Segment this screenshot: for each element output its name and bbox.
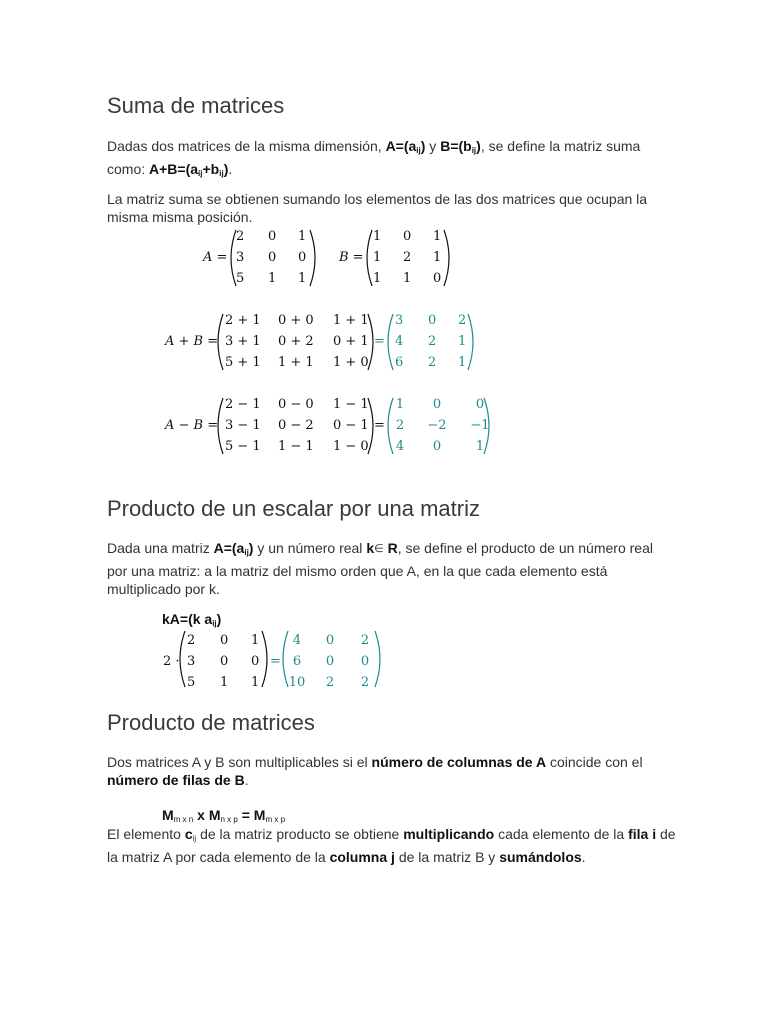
matrix-cell: 4	[395, 439, 405, 454]
matrix-cell: 0	[268, 250, 277, 265]
matrix-cell: −1	[470, 418, 490, 433]
matrix-cell: 4	[395, 334, 404, 349]
paren-right	[368, 398, 373, 454]
text-bold: fila i	[628, 826, 657, 842]
matrix-cell: 1	[268, 271, 277, 286]
matrix-cell: 6	[395, 355, 404, 370]
matrix-cell: 1 + 0	[333, 355, 369, 370]
text-bold: +b	[202, 161, 220, 177]
text: Dada una matriz	[107, 540, 214, 556]
matrix-cell: 2	[403, 250, 412, 265]
matrix-cell: 3	[236, 250, 245, 265]
matrix-cell: 1	[251, 675, 260, 690]
paren-left	[388, 314, 393, 370]
text-bold: )	[248, 540, 254, 556]
paren-right	[375, 631, 380, 687]
matrix-cell: 2	[325, 675, 335, 690]
paren-left	[367, 230, 372, 286]
matrix-b-label: B =	[339, 250, 364, 265]
equals-sign: =	[374, 334, 385, 349]
text-bold: c	[184, 826, 193, 842]
matrix-cell: 1	[298, 229, 307, 244]
paragraph-suma-definicion	[107, 137, 667, 183]
text: Dadas dos matrices de la misma dimensión,	[107, 138, 386, 154]
text-bold: )	[476, 138, 481, 154]
matrix-cell: 1	[251, 633, 260, 648]
matrix-cell: 0	[432, 439, 442, 454]
matrix-sum-terms	[225, 313, 369, 370]
matrix-cell: 1	[298, 271, 307, 286]
text-bold: número de filas de B	[107, 772, 245, 788]
matrix-a	[236, 229, 306, 286]
matrix-cell: 4	[292, 633, 302, 648]
matrix-cell: 0	[298, 250, 307, 265]
paren-right	[368, 314, 373, 370]
matrix-cell: 2	[395, 418, 405, 433]
text-bold: A=(a	[385, 138, 417, 154]
matrix-cell: 2	[458, 313, 467, 328]
subscript: ij	[471, 146, 477, 155]
matrix-scalar-input	[187, 633, 259, 690]
subscript: ij	[219, 169, 224, 178]
scalar-label: 2 ·	[163, 654, 180, 669]
text: .	[244, 772, 249, 788]
matrix-cell: 2	[360, 633, 370, 648]
matrix-cell: 0 − 2	[278, 418, 314, 433]
text: de la matriz B y	[394, 849, 500, 865]
text: y	[425, 138, 441, 154]
subscript: ij	[192, 834, 197, 843]
scalar-figure	[0, 626, 768, 696]
matrix-cell: 5	[236, 271, 245, 286]
section-title-producto: Producto de matrices	[107, 710, 315, 735]
subscript: m x n	[173, 815, 194, 824]
text-bold: M	[208, 807, 221, 823]
paren-right	[310, 230, 315, 286]
text: Dos matrices A y B son multiplicables si el	[107, 754, 372, 770]
text: y un número real	[253, 540, 367, 556]
matrix-cell: 0	[433, 271, 442, 286]
subscript: m x p	[265, 815, 286, 824]
text: El elemento	[107, 826, 185, 842]
text-bold: sumándolos	[499, 849, 582, 865]
matrix-cell: 6	[292, 654, 302, 669]
matrix-diff-terms	[225, 397, 369, 454]
matrix-cell: 3	[187, 654, 196, 669]
matrix-cell: 1	[373, 250, 382, 265]
text: coincide con el	[546, 754, 643, 770]
matrix-cell: 1	[475, 439, 485, 454]
paragraph-producto-elemento	[107, 825, 677, 866]
text: cada elemento de la	[494, 826, 629, 842]
matrix-cell: 3	[395, 313, 404, 328]
matrix-cell: 0	[475, 397, 485, 412]
matrix-cell: 0 − 0	[278, 397, 314, 412]
equals-sign: =	[374, 418, 385, 433]
text-bold: número de columnas de A	[371, 754, 547, 770]
text-bold: k	[366, 540, 375, 556]
matrix-diff-result	[396, 397, 490, 454]
matrix-cell: 2	[360, 675, 370, 690]
matrix-cell: 1	[458, 355, 467, 370]
matrix-cell: 1 − 1	[333, 397, 369, 412]
matrix-cell: 0	[360, 654, 370, 669]
matrix-cell: 0	[325, 654, 335, 669]
matrix-cell: 0 + 0	[278, 313, 314, 328]
paragraph-suma-explicacion: La matriz suma se obtienen sumando los elementos de las dos matrices que ocupan la misma misma posición.	[107, 191, 648, 225]
paren-left	[180, 631, 185, 687]
matrix-cell: 1 − 0	[333, 439, 369, 454]
matrix-cell: 0	[428, 313, 437, 328]
paren-left	[218, 314, 223, 370]
text: de la matriz A por cada elemento de la	[107, 826, 676, 865]
text: .	[228, 161, 233, 177]
subscript: n x p	[220, 815, 238, 824]
matrix-cell: 5	[187, 675, 196, 690]
section-title-suma: Suma de matrices	[107, 93, 285, 118]
diff-label: A − B =	[165, 418, 219, 433]
subscript: ij	[198, 169, 203, 178]
matrix-cell: 1	[395, 397, 405, 412]
matrix-cell: 0	[432, 397, 442, 412]
matrix-a-label: A =	[203, 250, 228, 265]
text-bold: A+B=(a	[149, 161, 199, 177]
subscript: ij	[416, 146, 421, 155]
matrix-cell: 1	[433, 250, 442, 265]
text-bold: M	[162, 807, 174, 823]
text-bold: R	[383, 540, 398, 556]
text-bold: M	[253, 807, 266, 823]
matrix-cell: 0 + 1	[333, 334, 369, 349]
matrix-cell: 0	[268, 229, 277, 244]
text: , se define el producto de un número real por una matriz: a la matriz del mismo orden que A, en la que cada elemento está multiplicado por k.	[107, 540, 653, 597]
text-bold: )	[216, 611, 222, 627]
matrix-cell: 5 − 1	[225, 439, 261, 454]
matrix-cell: 5 + 1	[225, 355, 261, 370]
paren-left	[218, 398, 223, 454]
matrix-cell: 1	[220, 675, 229, 690]
matrix-cell: 0	[403, 229, 412, 244]
text: .	[581, 849, 586, 865]
subscript: ij	[212, 619, 217, 628]
text-bold: x	[193, 807, 209, 823]
paren-right	[468, 314, 473, 370]
matrix-cell: 1 + 1	[333, 313, 369, 328]
text-bold: kA=(k a	[162, 611, 213, 627]
matrix-cell: 0 + 2	[278, 334, 314, 349]
text: de la matriz producto se obtiene	[196, 826, 404, 842]
section-title-escalar: Producto de un escalar por una matriz	[107, 496, 480, 521]
matrix-scalar-result	[289, 633, 369, 690]
matrix-cell: 1 + 1	[278, 355, 314, 370]
formula-dimensiones	[162, 807, 285, 824]
sum-label: A + B =	[165, 334, 219, 349]
matrix-cell: 1	[433, 229, 442, 244]
matrix-cell: −2	[427, 418, 447, 433]
text-bold: columna j	[329, 849, 395, 865]
matrix-cell: 0 − 1	[333, 418, 369, 433]
matrix-cell: 1	[458, 334, 467, 349]
text-bold: )	[420, 138, 426, 154]
matrix-cell: 2	[236, 229, 245, 244]
matrix-cell: 2	[187, 633, 196, 648]
matrix-cell: 3 − 1	[225, 418, 261, 433]
matrix-cell: 1	[373, 271, 382, 286]
matrix-cell: 2 + 1	[225, 313, 261, 328]
paragraph-escalar-definicion	[107, 539, 667, 598]
paren-right	[444, 230, 449, 286]
paren-left	[388, 398, 393, 454]
matrix-cell: 2	[428, 334, 437, 349]
element-of-symbol: ∈	[374, 543, 384, 555]
matrix-cell: 1	[373, 229, 382, 244]
matrix-cell: 2	[428, 355, 437, 370]
matrices-figure	[0, 222, 768, 462]
matrix-b	[373, 229, 441, 286]
text-bold: =	[237, 807, 254, 823]
equals-sign: =	[270, 654, 281, 669]
text-bold: )	[223, 161, 229, 177]
matrix-cell: 0	[325, 633, 335, 648]
matrix-cell: 0	[220, 633, 229, 648]
paren-left	[283, 631, 288, 687]
matrix-sum-result	[395, 313, 466, 370]
matrix-cell: 10	[288, 675, 306, 690]
paren-right	[262, 631, 267, 687]
text-bold: A=(a	[213, 540, 245, 556]
matrix-cell: 0	[220, 654, 229, 669]
matrix-cell: 1 − 1	[278, 439, 314, 454]
matrix-cell: 0	[251, 654, 260, 669]
subscript: ij	[244, 548, 249, 557]
text-bold: B=(b	[440, 138, 472, 154]
text: , se define la matriz suma como:	[107, 138, 641, 177]
matrix-cell: 2 − 1	[225, 397, 261, 412]
text-bold: multiplicando	[403, 826, 495, 842]
paragraph-producto-condicion	[107, 753, 667, 789]
matrix-cell: 3 + 1	[225, 334, 261, 349]
matrix-cell: 1	[403, 271, 412, 286]
